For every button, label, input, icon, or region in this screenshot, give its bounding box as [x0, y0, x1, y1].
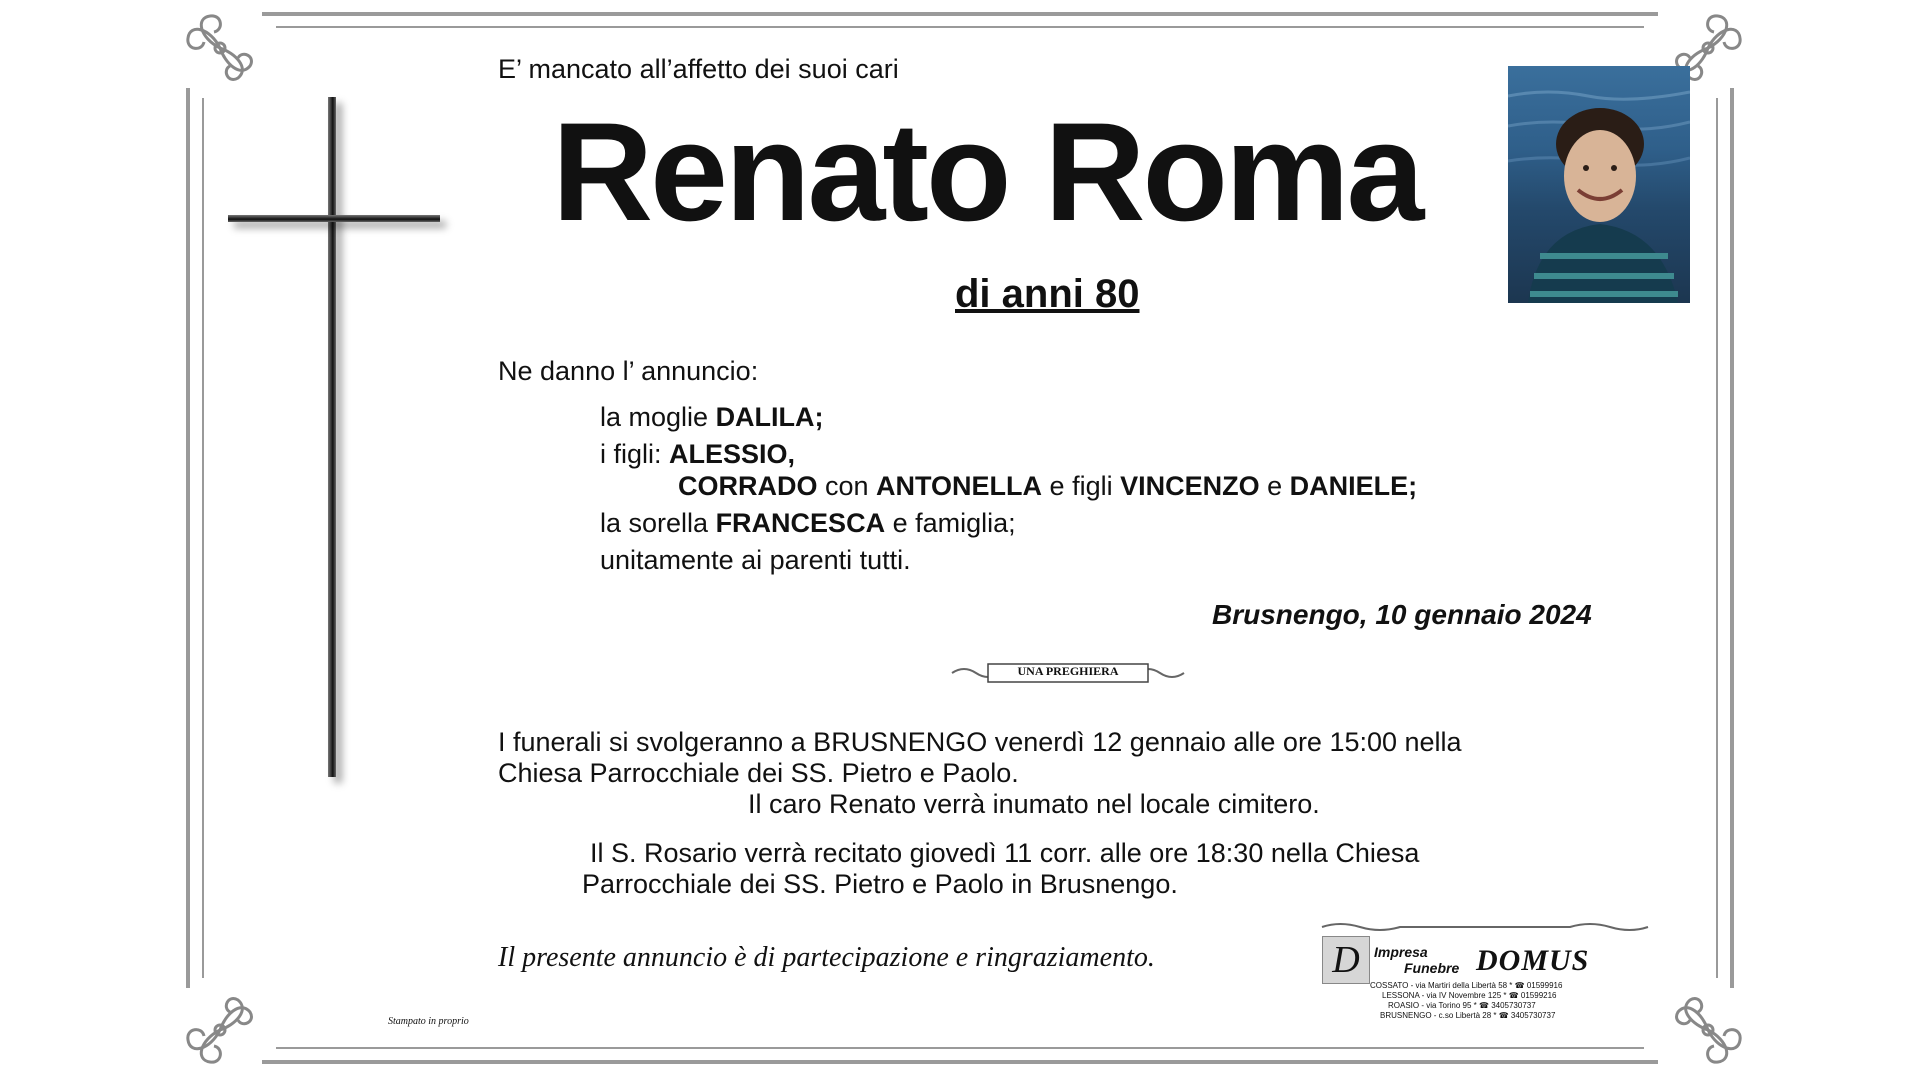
- corner-ornament-top-left: [180, 8, 260, 88]
- frame-left-line: [186, 88, 190, 988]
- family-name-alessio: ALESSIO,: [669, 439, 796, 469]
- agency-logo-icon: [1322, 936, 1370, 984]
- prayer-banner-label: UNA PREGHIERA: [1017, 664, 1119, 678]
- family-line-children: [600, 439, 795, 470]
- closing-line: Il presente annuncio è di partecipazione e ringraziamento.: [498, 942, 1155, 973]
- agency-impresa: Impresa: [1374, 944, 1428, 960]
- rosary-line-1: Il S. Rosario verrà recitato giovedì 11 corr. alle ore 18:30 nella Chiesa: [590, 838, 1420, 868]
- frame-right-line: [1730, 88, 1734, 988]
- family-text-e-figli: e figli: [1042, 471, 1121, 501]
- corner-ornament-bottom-left: [180, 990, 260, 1070]
- family-line-corrado: [678, 471, 1417, 502]
- family-line-sister-tail: e famiglia;: [885, 508, 1016, 538]
- family-name-antonella: ANTONELLA: [876, 471, 1043, 501]
- family-name-dalila: DALILA;: [715, 402, 824, 432]
- family-name-francesca: FRANCESCA: [715, 508, 886, 538]
- agency-address-3: ROASIO - via Torino 95 * ☎ 3405730737: [1388, 1001, 1536, 1010]
- intro-line: E’ mancato all’affetto dei suoi cari: [498, 54, 899, 84]
- family-text-con: con: [817, 471, 877, 501]
- agency-logo-letter: D: [1332, 939, 1360, 981]
- frame-bottom-line: [262, 1060, 1658, 1064]
- funeral-line-3: Il caro Renato verrà inumato nel locale cimitero.: [748, 789, 1320, 819]
- frame-top-inner-line: [276, 26, 1644, 28]
- corner-ornament-bottom-right: [1668, 990, 1748, 1070]
- family-line-children-text: i figli:: [600, 439, 670, 469]
- funeral-line-2: Chiesa Parrocchiale dei SS. Pietro e Paolo.: [498, 758, 1019, 788]
- frame-bottom-inner-line: [276, 1047, 1644, 1049]
- frame-top-line: [262, 12, 1658, 16]
- family-name-corrado: CORRADO: [678, 471, 818, 501]
- frame-left-inner-line: [202, 98, 204, 978]
- agency-divider-ornament: [1320, 920, 1650, 934]
- cross-arm: [228, 215, 440, 222]
- family-text-e: e: [1259, 471, 1290, 501]
- family-line-sister: [600, 508, 1016, 539]
- portrait-photo: [1508, 66, 1690, 303]
- deceased-name: Renato Roma: [552, 93, 1422, 250]
- printed-note: Stampato in proprio: [388, 1016, 469, 1027]
- agency-brand: DOMUS: [1476, 944, 1590, 977]
- funeral-line-1: I funerali si svolgeranno a BRUSNENGO venerdì 12 gennaio alle ore 15:00 nella: [498, 727, 1462, 757]
- agency-address-4: BRUSNENGO - c.so Libertà 28 * ☎ 3405730737: [1380, 1011, 1556, 1020]
- agency-address-1: COSSATO - via Martiri della Libertà 58 * ☎ 01599916: [1370, 981, 1563, 990]
- family-line-relatives: unitamente ai parenti tutti.: [600, 545, 911, 575]
- age-line: di anni 80: [955, 272, 1140, 316]
- agency-funebre: Funebre: [1404, 960, 1460, 976]
- family-name-daniele: DANIELE;: [1289, 471, 1418, 501]
- family-line-wife-text: la moglie: [600, 402, 716, 432]
- rosary-line-2: Parrocchiale dei SS. Pietro e Paolo in Brusnengo.: [582, 869, 1178, 899]
- cross-icon: [328, 97, 336, 777]
- family-line-sister-text: la sorella: [600, 508, 716, 538]
- family-name-vincenzo: VINCENZO: [1120, 471, 1260, 501]
- family-line-wife: [600, 402, 824, 433]
- frame-right-inner-line: [1716, 98, 1718, 978]
- place-date: Brusnengo, 10 gennaio 2024: [1212, 599, 1592, 630]
- announcement-lead: Ne danno l’ annuncio:: [498, 356, 759, 386]
- agency-address-2: LESSONA - via IV Novembre 125 * ☎ 01599216: [1382, 991, 1557, 1000]
